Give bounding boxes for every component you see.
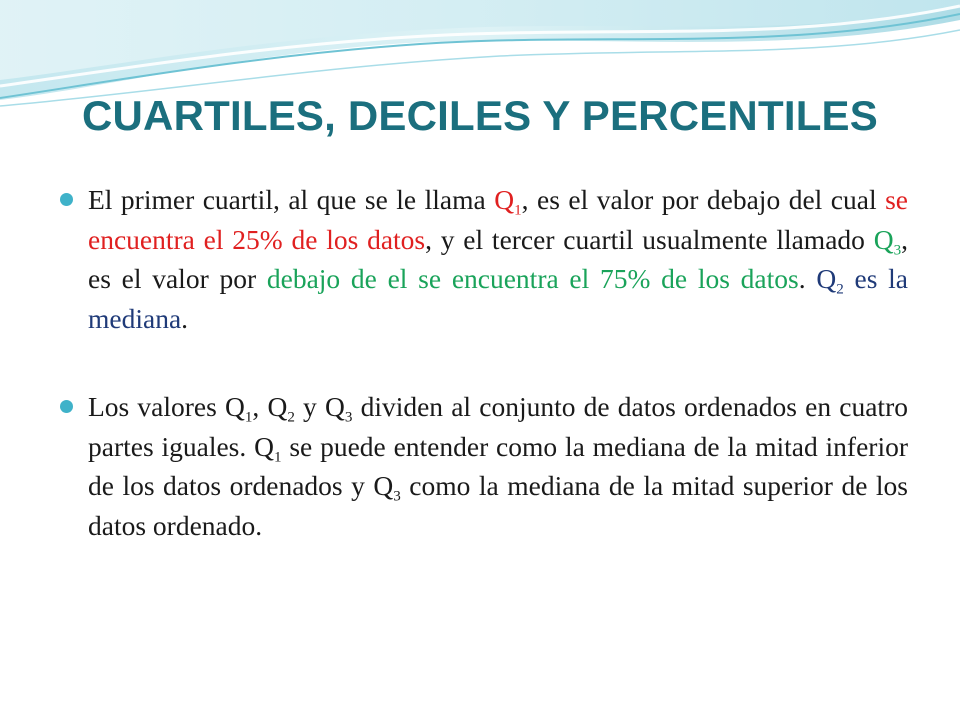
bullet-dot-icon [60,400,73,413]
text-segment: como la mediana de la mitad superior de los datos ordenado. [88,470,908,541]
text-segment: , Q [252,391,288,422]
text-segment: . [181,302,189,334]
text-segment: dividen al conjunto de datos ordenados en cuatro partes iguales. Q [88,391,908,462]
subscript: 1 [273,448,282,465]
q3-letter: Q [873,223,894,255]
bullet-dot-icon [60,193,73,206]
text-segment: El primer cuartil, al que se le llama [88,184,495,215]
text-segment: se puede entender como la mediana de la mitad inferior de los datos ordenados y Q [88,430,908,501]
q1-label [494,184,522,219]
q2-letter: Q [816,263,837,294]
q1-letter: Q [494,184,515,215]
text-segment: . [798,263,817,294]
subscript: 3 [344,409,353,426]
navy-highlight: es la mediana [88,263,909,334]
bullet-list [60,180,908,545]
text-segment: , es el valor por [88,223,908,294]
text-segment: Los valores Q [88,391,245,422]
subscript: 2 [287,409,295,426]
green-highlight: debajo de el se encuentra el 75% de los datos [266,263,799,294]
text-segment: , es el valor por debajo del cual [521,184,886,215]
text-segment: y Q [294,391,345,422]
text-segment: , y el tercer cuartil usualmente llamado [425,223,874,255]
q2-subscript: 2 [836,281,844,298]
bullet-quartile-division [60,387,908,545]
q3-subscript: 3 [893,241,902,258]
bullet-first-quartile [60,180,908,338]
subscript: 1 [244,409,253,426]
q3-label [873,223,902,258]
red-highlight: se encuentra el 25% de los datos [88,184,908,255]
q1-subscript: 1 [514,202,522,219]
slide-title: CUARTILES, DECILES Y PERCENTILES [82,92,878,139]
q2-label [816,263,844,298]
subscript: 3 [393,488,401,505]
